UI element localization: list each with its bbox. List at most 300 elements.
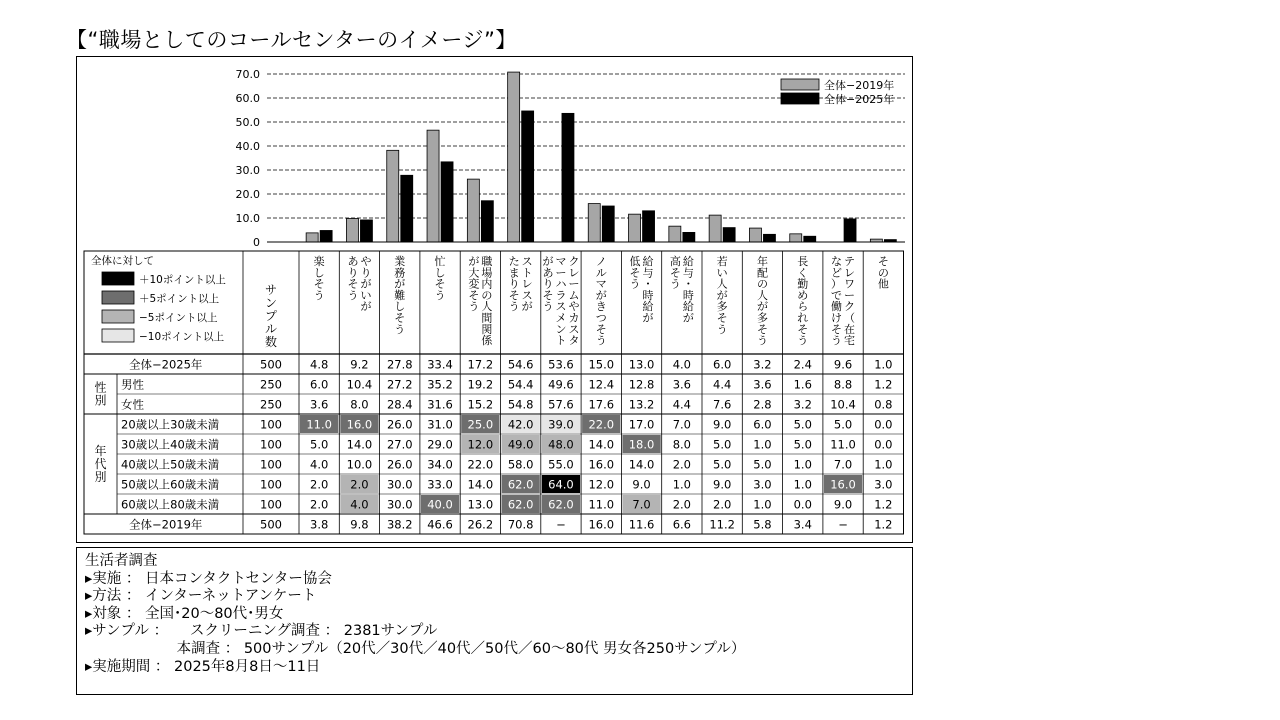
table-cell-value: 30.0 — [386, 497, 413, 512]
shade-legend-swatch — [102, 291, 134, 304]
y-tick-label: 10.0 — [235, 212, 260, 225]
table-cell-value: 1.0 — [753, 497, 772, 512]
table-cell-value: 27.2 — [386, 377, 413, 392]
category-label-char: 時 — [682, 288, 694, 302]
category-label-char: ク — [568, 255, 580, 268]
category-label-char: 時 — [642, 288, 654, 302]
page-title: 【“職場としてのコールセンターのイメージ”】 — [66, 28, 517, 52]
category-label-char: の — [877, 266, 889, 280]
category-label-char: 務 — [394, 266, 406, 280]
sample-size: 100 — [260, 437, 282, 452]
category-label-char: う — [313, 288, 325, 302]
bar — [709, 215, 721, 242]
category-label-char: う — [434, 288, 446, 302]
legend-swatch — [781, 93, 819, 104]
category-label-char: そ — [669, 266, 681, 280]
category-label-char: う — [669, 277, 681, 291]
table-cell-value: 6.6 — [672, 517, 691, 532]
table-cell-value: 17.0 — [628, 417, 655, 432]
bar — [669, 226, 681, 242]
table-cell-value: 54.6 — [507, 357, 534, 372]
table-cell-value: 5.0 — [793, 417, 812, 432]
category-label-char: け — [831, 311, 843, 325]
sample-size: 250 — [260, 377, 282, 392]
category-label-char: レ — [844, 266, 856, 280]
sample-size: 100 — [260, 497, 282, 512]
table-cell-value: 10.0 — [346, 457, 373, 472]
category-label-char: が — [756, 300, 768, 314]
table-cell-value: 6.0 — [310, 377, 329, 392]
category-label-char: そ — [434, 277, 446, 291]
category-label-char: そ — [542, 288, 554, 302]
table-cell-value: 17.6 — [588, 397, 615, 412]
bar — [522, 111, 534, 242]
bar — [346, 218, 358, 242]
category-label-char: 場 — [481, 266, 493, 280]
category-label-char: ク — [844, 300, 856, 314]
table-cell-value: 12.4 — [588, 377, 615, 392]
category-label-char: が — [642, 311, 654, 325]
table-cell-value: 26.0 — [386, 457, 413, 472]
group-label-char: 別 — [94, 393, 107, 408]
shade-legend-title: 全体に対して — [91, 255, 154, 267]
table-cell-value: 54.8 — [507, 397, 534, 412]
group-label-char: 別 — [94, 470, 107, 484]
table-cell-value: 5.0 — [753, 457, 772, 472]
table-cell-value: 39.0 — [548, 417, 574, 432]
bar — [763, 234, 775, 242]
note-line: 本調査 ： 500サンプル（20代／30代／40代／50代／60～80代 男女各250サンプル） — [85, 640, 746, 657]
table-cell-value: 14.0 — [628, 457, 655, 472]
table-cell-value: 2.8 — [753, 397, 772, 412]
row-label: 40歳以上50歳未満 — [121, 457, 220, 472]
table-cell-value: 28.4 — [386, 397, 413, 412]
table-cell-value: 35.2 — [427, 377, 453, 392]
category-label-char: ま — [508, 266, 520, 280]
category-label-char: そ — [877, 255, 889, 268]
category-label-char: ン — [555, 322, 567, 336]
category-label-char: が — [360, 277, 372, 291]
category-label-char: そ — [595, 322, 607, 336]
table-cell-value: 58.0 — [507, 457, 534, 472]
table-cell-value: 46.6 — [427, 517, 453, 532]
category-label-char: し — [313, 266, 325, 280]
table-cell-value: − — [556, 517, 566, 532]
shade-legend-swatch — [102, 310, 134, 323]
note-line: ▸対象 ： 全国･20～80代･男女 — [85, 605, 284, 622]
legend-label: 全体−2019年 — [824, 79, 895, 92]
table-cell-value: 3.0 — [874, 477, 893, 492]
table-cell-value: 38.2 — [386, 517, 413, 532]
note-line: ▸方法 ： インターネットアンケート — [85, 588, 317, 605]
group-label-char: 年 — [94, 444, 107, 458]
category-label-char: ） — [831, 277, 843, 291]
table-cell-value: 15.2 — [467, 397, 494, 412]
sample-size: 500 — [260, 357, 282, 372]
row-label: 30歳以上40歳未満 — [121, 437, 220, 452]
table-cell-value: 29.0 — [427, 437, 453, 452]
table-cell-value: 6.0 — [713, 357, 732, 372]
category-label-char: 人 — [756, 288, 768, 302]
table-cell-value: 2.0 — [310, 497, 329, 512]
category-label-char: そ — [756, 322, 768, 336]
table-cell-value: 3.6 — [672, 377, 691, 392]
table-cell-value: 0.0 — [874, 417, 893, 432]
row-label: 男性 — [121, 377, 144, 392]
y-tick-label: 70.0 — [235, 68, 260, 81]
category-label-char: い — [360, 288, 372, 302]
category-label-char: し — [394, 300, 406, 314]
category-label-char: テ — [844, 255, 856, 268]
category-label-char: レ — [568, 266, 580, 280]
table-cell-value: 11.0 — [588, 497, 615, 512]
y-tick-label: 40.0 — [235, 140, 260, 153]
category-label-char: う — [716, 322, 728, 336]
table-cell-value: 34.0 — [427, 457, 453, 472]
category-label-char: う — [756, 334, 768, 348]
note-line: ▸実施 ： 日本コンタクトセンター協会 — [85, 570, 332, 587]
table-cell-value: 2.0 — [310, 477, 329, 492]
table-cell-value: 27.0 — [386, 437, 413, 452]
table-cell-value: 3.6 — [753, 377, 772, 392]
table-cell-value: 5.0 — [833, 417, 853, 432]
table-cell-value: 11.0 — [830, 437, 856, 452]
category-label-char: 在 — [844, 322, 856, 336]
table-cell-value: 7.0 — [833, 457, 853, 472]
category-label-char: い — [716, 266, 728, 280]
row-label: 女性 — [121, 397, 144, 412]
table-cell-value: 62.0 — [507, 477, 534, 492]
table-cell-value: 14.0 — [346, 437, 373, 452]
table-cell-value: 12.0 — [467, 437, 494, 452]
category-label-char: ノ — [595, 255, 607, 268]
sample-size-header-char: 数 — [264, 335, 278, 349]
bar — [481, 201, 493, 242]
y-tick-label: 20.0 — [235, 188, 260, 201]
table-cell-value: 3.8 — [310, 517, 329, 532]
table-cell-value: 2.4 — [793, 357, 812, 372]
category-label-char: ラ — [555, 288, 567, 302]
shade-legend-swatch — [102, 272, 134, 285]
category-label-char: マ — [595, 277, 607, 291]
category-label-char: ・ — [642, 277, 654, 291]
legend-label: 全体−2025年 — [824, 93, 895, 106]
category-label-char: 人 — [716, 277, 728, 291]
category-label-char: ス — [555, 300, 567, 314]
table-cell-value: 5.0 — [793, 437, 812, 452]
category-label-char: マ — [555, 255, 567, 268]
category-label-char: 若 — [716, 255, 728, 268]
bar — [387, 150, 399, 242]
row-label: 50歳以上60歳未満 — [121, 477, 220, 492]
table-cell-value: 9.0 — [833, 497, 853, 512]
category-label-char: そ — [716, 311, 728, 325]
bar — [427, 130, 439, 242]
table-cell-value: 3.2 — [753, 357, 772, 372]
table-cell-value: 12.8 — [628, 377, 655, 392]
table-cell-value: 19.2 — [467, 377, 494, 392]
table-cell-value: 4.0 — [350, 497, 369, 512]
table-cell-value: 0.8 — [874, 397, 893, 412]
table-cell-value: 31.0 — [427, 417, 453, 432]
table-cell-value: 30.0 — [386, 477, 413, 492]
table-cell-value: 16.0 — [588, 457, 615, 472]
bar — [602, 206, 614, 242]
category-label-char: ど — [831, 266, 843, 280]
bar — [306, 233, 318, 242]
table-cell-value: 3.2 — [793, 397, 812, 412]
table-cell-value: 5.0 — [713, 457, 732, 472]
table-cell-value: 16.0 — [830, 477, 856, 492]
sample-size-header-char: ル — [264, 322, 278, 336]
category-label-char: 給 — [642, 255, 654, 268]
category-label-char: う — [394, 322, 406, 336]
chart-frame — [76, 56, 913, 543]
category-label-char: 勤 — [797, 277, 809, 291]
category-label-char: 宅 — [844, 334, 856, 348]
table-cell-value: 9.0 — [632, 477, 651, 492]
category-label-char: ト — [521, 266, 533, 280]
category-label-char: く — [797, 266, 809, 280]
table-cell-value: − — [838, 517, 848, 532]
shade-legend-label: ＋5ポイント以上 — [139, 293, 220, 305]
bar — [401, 175, 413, 242]
category-label-char: が — [468, 255, 480, 268]
table-cell-value: 42.0 — [507, 417, 534, 432]
category-label-char: そ — [508, 288, 520, 302]
category-label-char: そ — [347, 277, 359, 291]
category-label-char: ー — [844, 288, 856, 302]
category-label-char: う — [468, 300, 480, 314]
table-cell-value: 1.0 — [874, 357, 893, 372]
bar — [749, 228, 761, 242]
table-cell-value: 33.4 — [427, 357, 453, 372]
category-label-char: う — [508, 300, 520, 314]
sample-size: 100 — [260, 417, 282, 432]
table-cell-value: 26.0 — [386, 417, 413, 432]
bar — [441, 162, 453, 242]
table-cell-value: 4.0 — [672, 357, 691, 372]
table-cell-value: 26.2 — [467, 517, 494, 532]
table-cell-value: 2.0 — [672, 497, 691, 512]
category-label-char: た — [508, 255, 520, 268]
table-cell-value: 3.4 — [793, 517, 812, 532]
table-cell-value: 0.0 — [874, 437, 893, 452]
category-label-char: う — [347, 288, 359, 302]
table-cell-value: 70.8 — [507, 517, 534, 532]
sample-size-header-char: サ — [264, 283, 278, 297]
category-label-char: ム — [568, 288, 580, 302]
table-cell-value: 16.0 — [346, 417, 373, 432]
sample-size: 100 — [260, 457, 282, 472]
table-cell-value: 9.8 — [350, 517, 369, 532]
bar — [683, 232, 695, 242]
table-cell-value: 11.6 — [628, 517, 655, 532]
note-line: 生活者調査 — [85, 553, 158, 569]
category-label-char: そ — [313, 277, 325, 291]
table-cell-value: 49.0 — [507, 437, 534, 452]
category-label-char: あ — [347, 255, 359, 268]
category-label-char: レ — [521, 277, 533, 291]
note-line: ▸サンプル ： スクリーニング調査 ： 2381サンプル — [85, 623, 438, 640]
category-label-char: う — [542, 300, 554, 314]
category-label-char: 多 — [716, 300, 728, 314]
category-label-char: そ — [797, 322, 809, 336]
table-cell-value: 54.4 — [507, 377, 534, 392]
table-cell-value: 48.0 — [548, 437, 574, 452]
table-cell-value: 2.0 — [350, 477, 369, 492]
y-tick-label: 50.0 — [235, 116, 260, 129]
category-label-char: タ — [568, 334, 580, 348]
category-label-char: 関 — [481, 322, 493, 336]
category-label-char: 給 — [682, 300, 694, 314]
row-label: 20歳以上30歳未満 — [121, 417, 220, 432]
category-label-char: や — [568, 300, 580, 314]
category-label-char: が — [682, 311, 694, 325]
category-label-char: し — [434, 266, 446, 280]
category-label-char: 長 — [797, 255, 809, 268]
category-label-char: 年 — [756, 255, 768, 268]
category-label-char: り — [347, 266, 359, 280]
table-cell-value: 18.0 — [628, 437, 655, 452]
category-label-char: メ — [555, 311, 567, 325]
table-cell-value: 10.4 — [830, 397, 856, 412]
category-label-char: が — [595, 288, 607, 302]
category-label-char: め — [797, 288, 809, 302]
category-label-char: 与 — [642, 266, 654, 280]
table-cell-value: 62.0 — [507, 497, 534, 512]
category-label-char: そ — [394, 311, 406, 325]
category-label-char: ト — [555, 334, 567, 348]
category-label-char: 他 — [877, 277, 889, 291]
table-cell-value: 22.0 — [467, 457, 494, 472]
table-cell-value: 40.0 — [427, 497, 453, 512]
bar — [467, 179, 479, 242]
category-label-char: 内 — [481, 277, 493, 291]
category-label-char: ら — [797, 300, 809, 314]
table-cell-value: 1.0 — [793, 477, 812, 492]
category-label-char: ル — [595, 266, 607, 280]
legend-swatch — [781, 79, 819, 90]
table-cell-value: 13.0 — [467, 497, 494, 512]
table-cell-value: 8.0 — [672, 437, 691, 452]
category-label-char: が — [360, 300, 372, 314]
table-cell-value: 62.0 — [548, 497, 574, 512]
sample-size: 100 — [260, 477, 282, 492]
bar — [804, 236, 816, 242]
sample-size: 500 — [260, 517, 282, 532]
table-cell-value: 1.2 — [874, 497, 893, 512]
category-label-char: ー — [568, 277, 580, 291]
category-label-char: 大 — [468, 266, 480, 280]
category-label-char: が — [716, 288, 728, 302]
table-cell-value: 5.0 — [310, 437, 329, 452]
table-cell-value: 10.4 — [346, 377, 373, 392]
category-label-char: う — [831, 334, 843, 348]
category-label-char: 人 — [481, 300, 493, 314]
category-label-char: つ — [595, 311, 607, 325]
table-cell-value: 9.6 — [833, 357, 853, 372]
table-cell-value: 64.0 — [548, 477, 574, 492]
table-cell-value: 14.0 — [588, 437, 615, 452]
y-tick-label: 60.0 — [235, 92, 260, 105]
table-cell-value: 4.8 — [310, 357, 329, 372]
bar — [360, 220, 372, 242]
category-label-char: 職 — [481, 255, 493, 268]
table-cell-value: 3.6 — [310, 397, 329, 412]
table-cell-value: 14.0 — [467, 477, 494, 492]
table-cell-value: 8.0 — [350, 397, 369, 412]
table-cell-value: 1.2 — [874, 517, 893, 532]
bar-chart-with-table — [77, 57, 914, 544]
table-cell-value: 55.0 — [548, 457, 574, 472]
row-label: 全体−2019年 — [129, 517, 203, 532]
category-label-char: 給 — [642, 300, 654, 314]
category-label-char: う — [629, 277, 641, 291]
category-label-char: 配 — [756, 266, 768, 280]
category-label-char: の — [756, 277, 768, 291]
category-label-char: 係 — [481, 334, 493, 348]
sample-size: 250 — [260, 397, 282, 412]
sample-size-header-char: ン — [264, 296, 278, 310]
note-line: ▸実施期間 ： 2025年8月8日～11日 — [85, 658, 321, 675]
category-label-char: ス — [521, 288, 533, 302]
table-cell-value: 11.2 — [709, 517, 735, 532]
category-label-char: り — [360, 266, 372, 280]
table-cell-value: 1.0 — [793, 457, 812, 472]
category-label-char: の — [481, 288, 493, 302]
category-label-char: で — [831, 288, 843, 302]
category-label-char: 忙 — [434, 255, 446, 268]
category-label-char: が — [394, 277, 406, 291]
bar — [320, 230, 332, 242]
category-label-char: あ — [542, 266, 554, 280]
bar — [723, 228, 735, 242]
category-label-char: き — [595, 300, 607, 314]
table-cell-value: 5.8 — [753, 517, 772, 532]
table-cell-value: 31.6 — [427, 397, 453, 412]
category-label-char: 間 — [481, 311, 493, 325]
table-cell-value: 1.0 — [874, 457, 893, 472]
bar — [790, 234, 802, 242]
row-label: 60歳以上80歳未満 — [121, 497, 220, 512]
shade-legend-label: −10ポイント以上 — [139, 331, 225, 343]
table-cell-value: 13.2 — [628, 397, 655, 412]
category-label-char: そ — [468, 288, 480, 302]
table-cell-value: 4.4 — [713, 377, 732, 392]
table-cell-value: 0.0 — [793, 497, 812, 512]
category-label-char: ワ — [844, 277, 856, 291]
table-cell-value: 16.0 — [588, 517, 615, 532]
table-cell-value: 9.0 — [713, 417, 732, 432]
category-label-char: う — [797, 334, 809, 348]
category-label-char: が — [542, 255, 554, 268]
sample-size-header-char: プ — [264, 309, 278, 323]
table-cell-value: 17.2 — [467, 357, 494, 372]
shade-legend-swatch — [102, 329, 134, 342]
table-cell-value: 7.0 — [672, 417, 691, 432]
category-label-char: り — [508, 277, 520, 291]
table-cell-value: 33.0 — [427, 477, 453, 492]
table-cell-value: 5.0 — [713, 437, 732, 452]
table-cell-value: 4.4 — [672, 397, 691, 412]
table-cell-value: 25.0 — [467, 417, 494, 432]
table-cell-value: 1.2 — [874, 377, 893, 392]
shade-legend-label: −5ポイント以上 — [139, 312, 218, 324]
category-label-char: 難 — [394, 288, 406, 302]
table-cell-value: 9.2 — [350, 357, 369, 372]
bar — [508, 72, 520, 242]
